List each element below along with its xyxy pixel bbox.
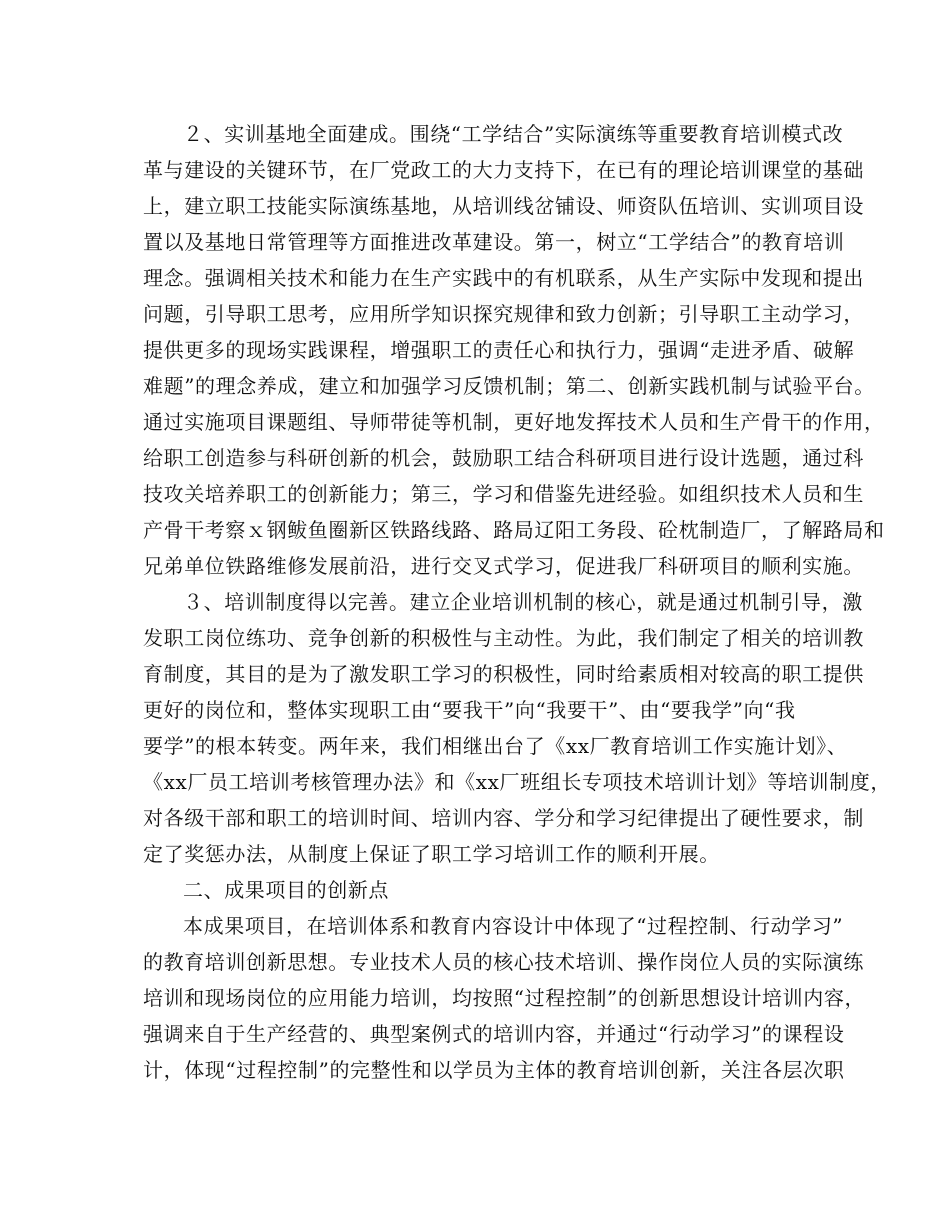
text-line-2: 革与建设的关键环节，在厂党政工的大力支持下，在已有的理论培训课堂的基础: [143, 158, 864, 182]
text-line-24: 的教育培训创新思想。专业技术人员的核心技术培训、操作岗位人员的实际演练: [143, 950, 864, 974]
text-line-23: 本成果项目，在培训体系和教育内容设计中体现了“过程控制、行动学习”: [183, 914, 844, 938]
text-line-14: ３、培训制度得以完善。建立企业培训机制的核心，就是通过机制引导，激: [183, 590, 863, 614]
text-line-26: 强调来自于生产经营的、典型案例式的培训内容，并通过“行动学习”的课程设: [143, 1022, 845, 1046]
text-line-8: 难题”的理念养成，建立和加强学习反馈机制；第二、创新实践机制与试验平台。: [143, 374, 875, 398]
text-line-15: 发职工岗位练功、竞争创新的积极性与主动性。为此，我们制定了相关的培训教: [143, 626, 864, 650]
text-line-3: 上，建立职工技能实际演练基地，从培训线岔铺设、师资队伍培训、实训项目设: [143, 194, 864, 218]
text-line-5: 理念。强调相关技术和能力在生产实践中的有机联系，从生产实际中发现和提出: [143, 266, 864, 290]
section-heading: 二、成果项目的创新点: [183, 878, 389, 902]
text-line-20: 对各级干部和职工的培训时间、培训内容、学分和学习纪律提出了硬性要求，制: [143, 806, 864, 830]
text-line-7: 提供更多的现场实践课程，增强职工的责任心和执行力，强调“走进矛盾、破解: [143, 338, 855, 362]
text-line-19: 《xx厂员工培训考核管理办法》和《xx厂班组长专项技术培训计划》等培训制度，: [143, 770, 891, 794]
text-line-27: 计，体现“过程控制”的完整性和以学员为主体的教育培训创新，关注各层次职: [143, 1058, 845, 1082]
text-line-1: ２、实训基地全面建成。围绕“工学结合”实际演练等重要教育培训模式改: [183, 122, 844, 146]
text-line-12: 产骨干考察ｘ钢鲅鱼圈新区铁路线路、路局辽阳工务段、砼枕制造厂，了解路局和: [143, 518, 885, 542]
text-line-18: 要学”的根本转变。两年来，我们相继出台了《xx厂教育培训工作实施计划》、: [143, 734, 848, 758]
text-line-16: 育制度，其目的是为了激发职工学习的积极性，同时给素质相对较高的职工提供: [143, 662, 864, 686]
text-line-10: 给职工创造参与科研创新的机会，鼓励职工结合科研项目进行设计选题，通过科: [143, 446, 864, 470]
text-line-9: 通过实施项目课题组、导师带徒等机制，更好地发挥技术人员和生产骨干的作用，: [143, 410, 885, 434]
text-line-6: 问题，引导职工思考，应用所学知识探究规律和致力创新；引导职工主动学习，: [143, 302, 864, 326]
text-line-25: 培训和现场岗位的应用能力培训，均按照“过程控制”的创新思想设计培训内容，: [143, 986, 866, 1010]
text-line-13: 兄弟单位铁路维修发展前沿，进行交叉式学习，促进我厂科研项目的顺利实施。: [143, 554, 864, 578]
text-line-11: 技攻关培养职工的创新能力；第三，学习和借鉴先进经验。如组织技术人员和生: [143, 482, 864, 506]
text-line-17: 更好的岗位和，整体实现职工由“要我干”向“我要干”、由“要我学”向“我: [143, 698, 796, 722]
text-line-4: 置以及基地日常管理等方面推进改革建设。第一，树立“工学结合”的教育培训: [143, 230, 845, 254]
text-line-21: 定了奖惩办法，从制度上保证了职工学习培训工作的顺利开展。: [143, 842, 720, 866]
